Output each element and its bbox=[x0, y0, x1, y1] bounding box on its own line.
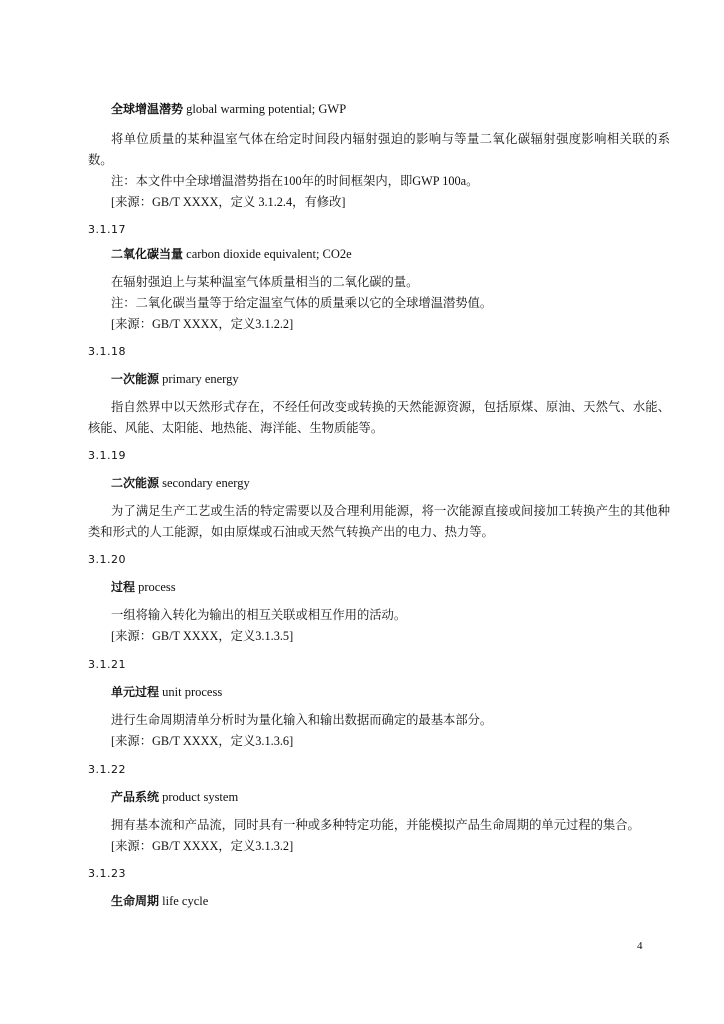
term-en: product system bbox=[159, 790, 239, 804]
source-co2e: [来源：GB/T XXXX，定义3.1.2.2] bbox=[111, 317, 294, 331]
term-zh: 生命周期 bbox=[111, 894, 160, 908]
page-number: 4 bbox=[637, 940, 643, 952]
clause-number: 3.1.19 bbox=[88, 449, 126, 462]
source-gwp: [来源：GB/T XXXX，定义 3.1.2.4，有修改] bbox=[111, 195, 346, 209]
source-process: [来源：GB/T XXXX，定义3.1.3.5] bbox=[111, 629, 294, 643]
clause-number: 3.1.17 bbox=[88, 223, 126, 236]
clause-number: 3.1.20 bbox=[88, 553, 126, 566]
term-en: global warming potential; GWP bbox=[183, 102, 347, 116]
term-en: process bbox=[135, 580, 176, 594]
note-gwp: 注：本文件中全球增温潜势指在100年的时间框架内，即GWP 100a。 bbox=[111, 174, 479, 188]
term-process bbox=[88, 578, 693, 596]
term-zh: 单元过程 bbox=[111, 685, 160, 699]
clause-number: 3.1.18 bbox=[88, 345, 126, 358]
term-zh: 产品系统 bbox=[111, 790, 160, 804]
clause-number: 3.1.21 bbox=[88, 658, 126, 671]
source-unit-process: [来源：GB/T XXXX，定义3.1.3.6] bbox=[111, 734, 294, 748]
term-zh: 一次能源 bbox=[111, 372, 160, 386]
term-en: primary energy bbox=[159, 372, 239, 386]
term-primary-energy bbox=[88, 370, 693, 388]
term-zh: 过程 bbox=[111, 580, 136, 594]
definition-process: 一组将输入转化为输出的相互关联或相互作用的活动。 bbox=[111, 608, 407, 622]
clause-number: 3.1.22 bbox=[88, 763, 126, 776]
definition-product-system: 拥有基本流和产品流，同时具有一种或多种特定功能，并能模拟产品生命周期的单元过程的集合。 bbox=[111, 818, 640, 832]
term-en: unit process bbox=[159, 685, 223, 699]
definition-primary-energy: 指自然界中以天然形式存在，不经任何改变或转换的天然能源资源，包括原煤、原油、天然气、水能、核能、风能、太阳能、地热能、海洋能、生物质能等。 bbox=[88, 400, 670, 435]
definition-unit-process: 进行生命周期清单分析时为量化输入和输出数据而确定的最基本部分。 bbox=[111, 713, 493, 727]
term-en: life cycle bbox=[159, 894, 209, 908]
term-secondary-energy bbox=[88, 474, 693, 492]
definition-co2e: 在辐射强迫上与某种温室气体质量相当的二氧化碳的量。 bbox=[111, 275, 419, 289]
term-life-cycle bbox=[88, 892, 693, 910]
term-zh: 全球增温潜势 bbox=[111, 102, 184, 116]
definition-secondary-energy: 为了满足生产工艺或生活的特定需要以及合理利用能源，将一次能源直接或间接加工转换产生的其他种类和形式的人工能源，如由原煤或石油或天然气转换产出的电力、热力等。 bbox=[88, 504, 670, 539]
term-gwp bbox=[88, 100, 693, 118]
term-en: carbon dioxide equivalent; CO2e bbox=[183, 247, 352, 261]
term-en: secondary energy bbox=[159, 476, 250, 490]
term-zh: 二氧化碳当量 bbox=[111, 247, 184, 261]
definition-gwp: 将单位质量的某种温室气体在给定时间段内辐射强迫的影响与等量二氧化碳辐射强度影响相关联的系数。 bbox=[88, 132, 670, 167]
term-zh: 二次能源 bbox=[111, 476, 160, 490]
term-product-system bbox=[88, 788, 693, 806]
note-co2e: 注：二氧化碳当量等于给定温室气体的质量乘以它的全球增温潜势值。 bbox=[111, 296, 493, 310]
source-product-system: [来源：GB/T XXXX，定义3.1.3.2] bbox=[111, 839, 294, 853]
term-unit-process bbox=[88, 683, 693, 701]
term-co2e bbox=[88, 245, 693, 263]
clause-number: 3.1.23 bbox=[88, 867, 126, 880]
